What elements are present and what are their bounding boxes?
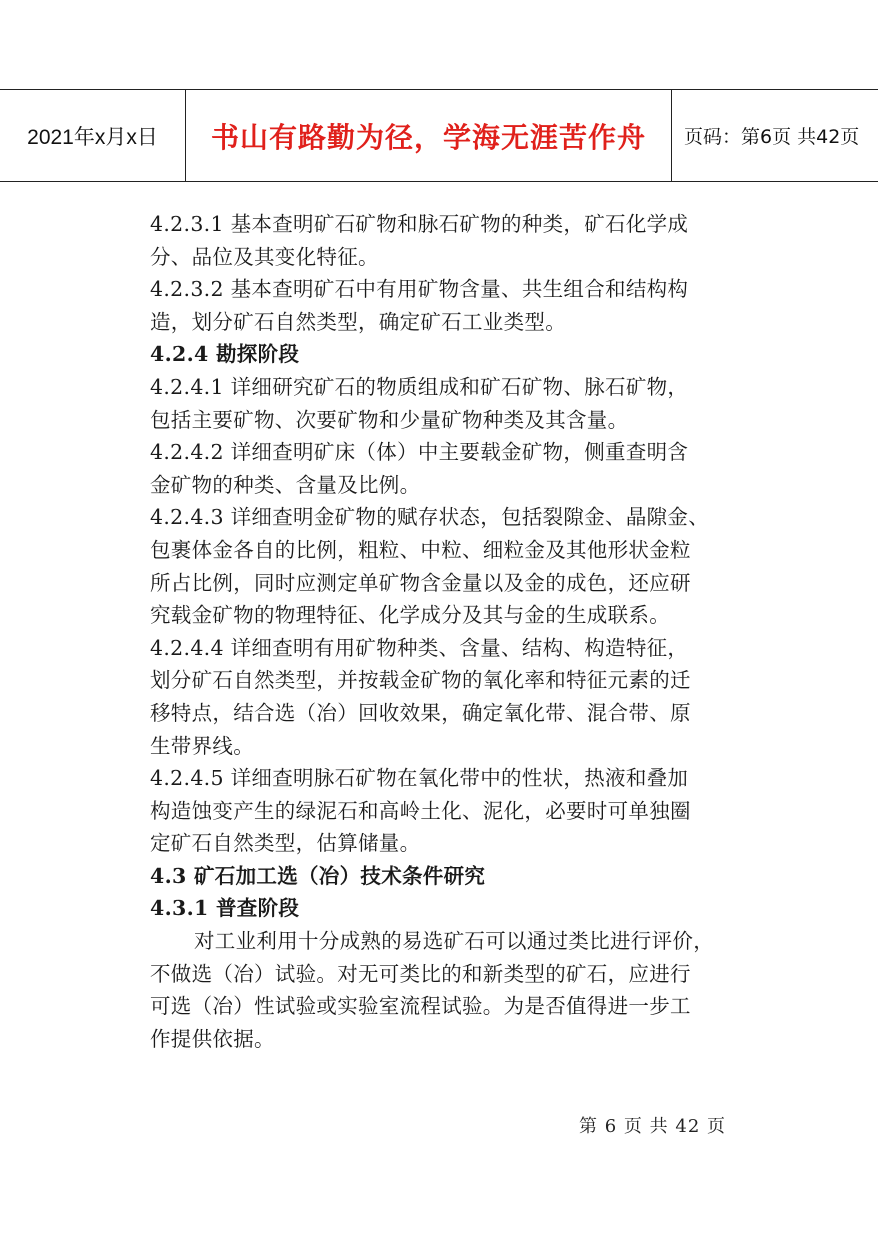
body-text-line: 可选（冶）性试验或实验室流程试验。为是否值得进一步工: [150, 994, 691, 1019]
body-text-line: 分、品位及其变化特征。: [150, 244, 379, 269]
body-text-line: 4.2.4.4 详细查明有用矿物种类、含量、结构、构造特征，: [150, 635, 689, 660]
body-text-line: 对工业利用十分成熟的易选矿石可以通过类比进行评价，: [194, 929, 714, 954]
header-page-info: 页码：第6页 共42页: [684, 126, 860, 148]
body-text-line: 4.2.4.2 详细查明矿床（体）中主要载金矿物，侧重查明含: [150, 440, 689, 465]
header-date: 2021年x月x日: [0, 90, 186, 181]
section-heading: 4.3 矿石加工选（冶）技术条件研究: [150, 863, 486, 888]
body-text-line: 移特点，结合选（冶）回收效果，确定氧化带、混合带、原: [150, 700, 691, 725]
body-text-line: 4.2.4.5 详细查明脉石矿物在氧化带中的性状，热液和叠加: [150, 766, 689, 791]
body-text-line: 究载金矿物的物理特征、化学成分及其与金的生成联系。: [150, 603, 670, 628]
body-text-line: 生带界线。: [150, 733, 254, 758]
page-footer: 第 6 页 共 42 页: [579, 1116, 726, 1137]
section-heading: 4.2.4 勘探阶段: [150, 342, 300, 367]
body-text-line: 4.2.3.2 基本查明矿石中有用矿物含量、共生组合和结构构: [150, 277, 689, 302]
body-text-line: 所占比例，同时应测定单矿物含金量以及金的成色，还应研: [150, 570, 691, 595]
body-text-line: 4.2.3.1 基本查明矿石矿物和脉石矿物的种类，矿石化学成: [150, 212, 689, 236]
body-text-line: 作提供依据。: [150, 1026, 275, 1051]
header-motto: 书山有路勤为径，学海无涯苦作舟: [186, 90, 672, 181]
page-header: [0, 89, 878, 182]
body-text-line: 金矿物的种类、含量及比例。: [150, 472, 421, 497]
body-text-line: 包括主要矿物、次要矿物和少量矿物种类及其含量。: [150, 407, 629, 432]
body-text-line: 造，划分矿石自然类型，确定矿石工业类型。: [150, 309, 566, 334]
body-text-line: 构造蚀变产生的绿泥石和高岭土化、泥化，必要时可单独圈: [150, 798, 691, 823]
body-text-line: 4.2.4.3 详细查明金矿物的赋存状态，包括裂隙金、晶隙金、: [150, 505, 710, 530]
body-text-line: 划分矿石自然类型，并按载金矿物的氧化率和特征元素的迁: [150, 668, 691, 693]
document-body: [150, 208, 735, 1055]
section-heading: 4.3.1 普查阶段: [150, 896, 300, 921]
body-text-line: 4.2.4.1 详细研究矿石的物质组成和矿石矿物、脉石矿物，: [150, 374, 689, 399]
body-text-line: 不做选（冶）试验。对无可类比的和新类型的矿石，应进行: [150, 961, 691, 986]
body-text-line: 包裹体金各自的比例，粗粒、中粒、细粒金及其他形状金粒: [150, 537, 691, 562]
body-text-line: 定矿石自然类型，估算储量。: [150, 831, 421, 856]
